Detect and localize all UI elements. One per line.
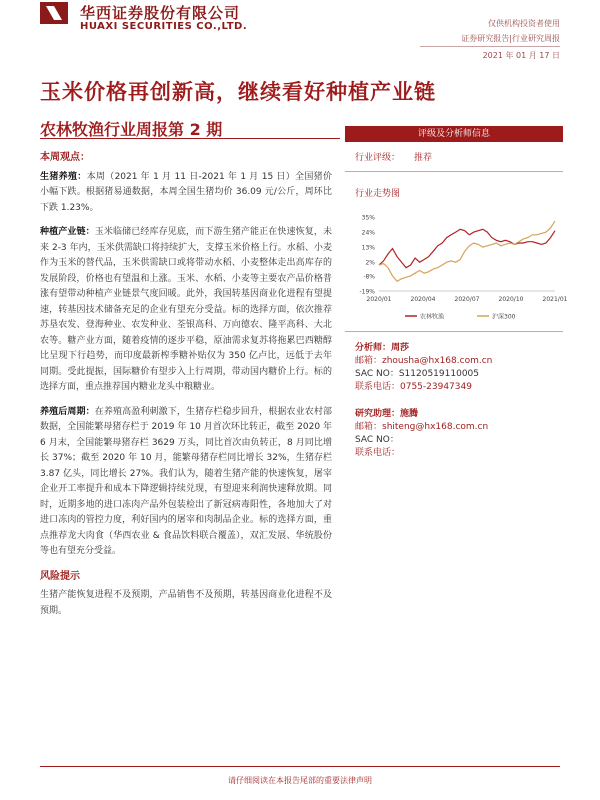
analyst-block <box>345 332 563 394</box>
paragraph-post-cycle <box>40 405 332 560</box>
x-tick-label: 2020/01 <box>366 296 392 303</box>
rating-label: 行业评级： <box>355 153 401 163</box>
trend-chart <box>345 209 568 329</box>
x-tick-label: 2020/10 <box>498 296 524 303</box>
y-tick-label: 35% <box>361 214 375 222</box>
series-line <box>379 221 555 281</box>
paragraph-label: 生猪养殖： <box>40 171 87 182</box>
chart-title: 行业走势图 <box>355 189 401 199</box>
rating-value: 推荐 <box>414 153 433 163</box>
sidebar <box>345 126 568 460</box>
x-tick-label: 2020/07 <box>454 296 480 303</box>
y-tick-label: -8% <box>363 273 375 281</box>
assistant-block <box>345 394 563 460</box>
assistant-email[interactable]: 邮箱：shiteng@hx168.com.cn <box>355 422 489 432</box>
legend-label: 农林牧渔 <box>420 313 445 321</box>
assistant-name: 研究助理：施腾 <box>355 409 419 419</box>
audience-note: 仅供机构投资者使用 <box>488 19 560 28</box>
industry-rating <box>345 142 563 172</box>
analyst-sac: SAC NO：S1120519110005 <box>355 369 479 379</box>
report-date: 2021 年 01 月 17 日 <box>482 51 560 60</box>
analyst-phone: 联系电话：0755-23947349 <box>355 382 472 392</box>
paragraph-risk: 生猪产能恢复进程不及预期，产品销售不及预期，转基因商业化进程不及预期。 <box>40 590 332 616</box>
company-logo <box>40 2 68 24</box>
x-tick-label: 2020/04 <box>410 296 436 303</box>
analyst-name: 分析师：周莎 <box>355 343 410 353</box>
assistant-sac: SAC NO： <box>355 435 399 445</box>
footer-divider <box>40 766 560 767</box>
legal-notice: 请仔细阅读在本报告尾部的重要法律声明 <box>228 776 372 785</box>
paragraph-text: 本周（2021 年 1 月 11 日-2021 年 1 月 15 日）全国猪价小幅下跌。根据猪易通数据，本周全国生猪均价 36.09 元/公斤，周环比下跌 1.23%。 <box>40 171 332 213</box>
analyst-email[interactable]: 邮箱：zhousha@hx168.com.cn <box>355 356 493 366</box>
section-heading-risk: 风险提示 <box>40 570 80 582</box>
section-heading-views: 本周观点： <box>40 152 90 163</box>
x-tick-label: 2021/01 <box>542 296 568 303</box>
y-tick-label: -19% <box>359 288 375 296</box>
report-title: 玉米价格再创新高，继续看好种植产业链 <box>40 80 436 104</box>
legend-label: 沪深300 <box>492 313 516 321</box>
y-tick-label: 13% <box>361 244 375 252</box>
trend-chart-svg <box>345 209 568 329</box>
paragraph-label: 养殖后周期： <box>40 406 95 417</box>
report-body <box>40 150 332 628</box>
y-tick-label: 2% <box>365 259 375 267</box>
paragraph-hog-farming <box>40 170 332 217</box>
company-name-en: HUAXI SECURITIES CO.,LTD. <box>80 21 248 32</box>
paragraph-label: 种植产业链： <box>40 227 95 237</box>
paragraph-text: 玉米临储已经库存见底，而下游生猪产能正在快速恢复，未来 2-3 年内，玉米供需缺口将持续扩大，支撑玉米价格上行。水稻、小麦作为玉米的替代品，玉米供需缺口或将带动水稻、小麦整体走出高库存的发展阶段，价格也有望温和上涨。玉米、水稻、小麦等主要农产品价格普涨有望带动种植产业链景气度回暖。此外，我国转基因商业化进程有望提速，转基因技术储备充足的企业有望充分受益。标的选择方面，依次推荐苏垦农发、登海种业、农发种业、荃银高科、万向德农、隆平高科、大北农等。糖产业方面，随着疫情的逐步平稳，原油需求复苏将拖累巴西糖醇比呈现下行趋势，而印度最新榨季糖补贴仅为 350 亿卢比，远低于去年同期。受此提振，国际糖价有望步入上行周期，带动国内糖价上行。标的选择方面，重点推荐国内糖业龙头中粮糖业。 <box>40 227 332 392</box>
report-subtitle: 农林牧渔行业周报第 2 期 <box>40 120 223 139</box>
header-divider <box>420 46 560 47</box>
assistant-phone: 联系电话： <box>355 448 401 458</box>
report-type: 证券研究报告|行业研究周报 <box>461 34 560 43</box>
y-tick-label: 24% <box>361 229 375 237</box>
title-divider <box>40 138 340 139</box>
paragraph-text: 在养殖高盈利刺激下，生猪存栏稳步回升，根据农业农村部数据，全国能繁母猪存栏于 2019 年 10 月首次环比转正，截至 2020 年 6 月末，全国能繁母猪存栏 3629 万头，同比首次由负转正，8 月同比增长 37%；截至 2020 年 10 月，能繁母猪存栏同比增长 32%，生猪存栏 3.87 亿头，同比增长 27%。我们认为，随着生猪产能的快速恢复，屠宰企业开工率提升和成本下降逻辑持续兑现，有望迎来利润快速释放期。同时，近期多地的进口冻肉产品外包装检出了新冠病毒阳性，各地加大了对进口冻肉的管控力度，利好国内的屠宰和肉制品企业。标的选择方面，重点推荐龙大肉食（华西农业 & 食品饮料联合覆盖），双汇发展、华统股份等也有望充分受益。 <box>40 406 332 556</box>
company-name-cn: 华西证券股份有限公司 <box>80 4 241 22</box>
paragraph-planting-chain <box>40 225 332 396</box>
rating-header: 评级及分析师信息 <box>345 126 563 142</box>
